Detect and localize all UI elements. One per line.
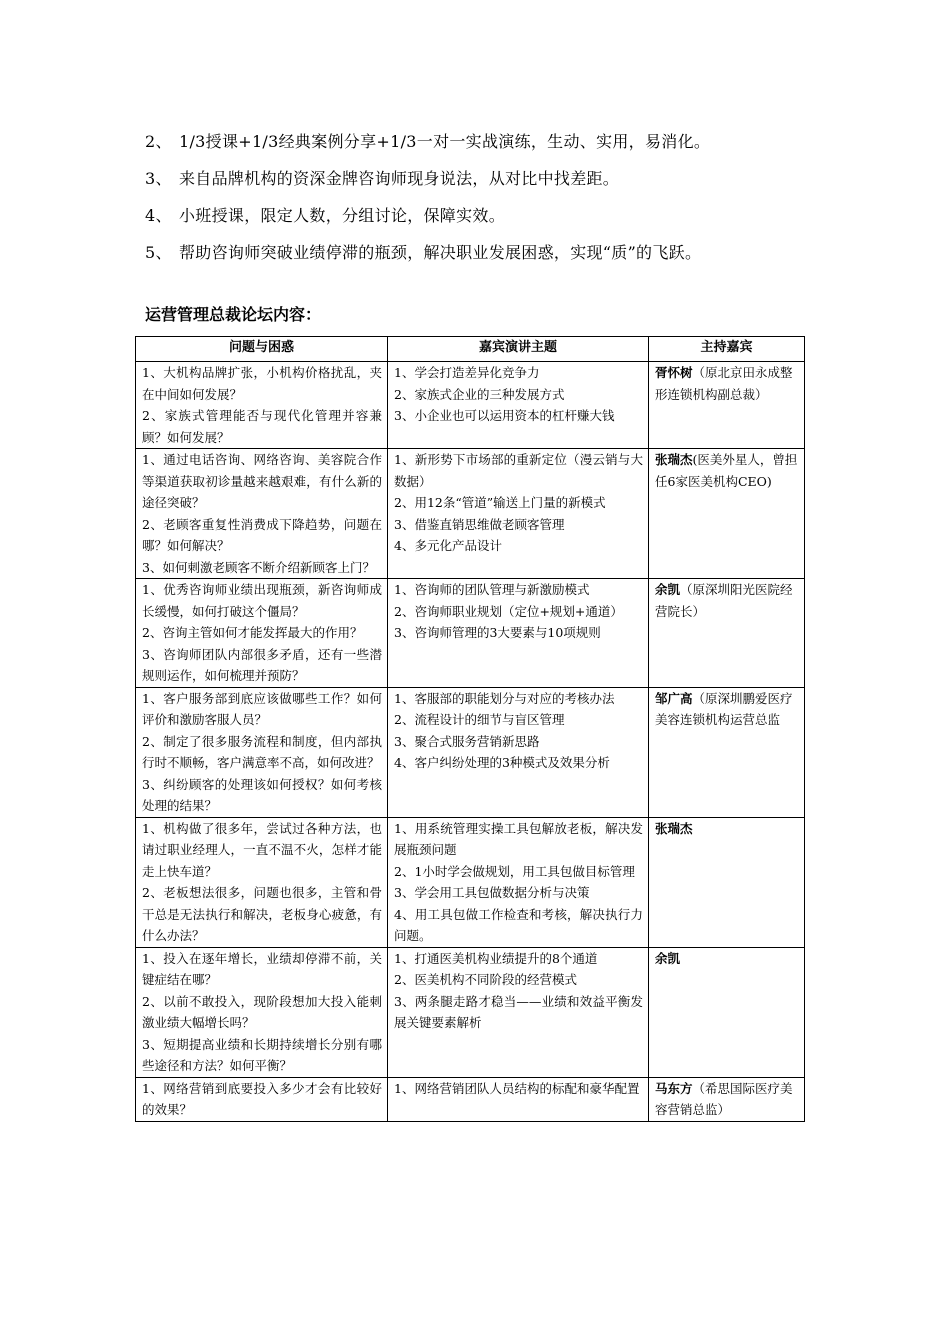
question-line: 1、优秀咨询师业绩出现瓶颈，新咨询师成长缓慢，如何打破这个僵局？ bbox=[142, 582, 382, 619]
topics-cell bbox=[388, 579, 649, 688]
table-row bbox=[136, 1077, 805, 1121]
header-questions: 问题与困惑 bbox=[136, 337, 388, 362]
question-line: 1、大机构品牌扩张，小机构价格扰乱，夹在中间如何发展？ bbox=[142, 365, 382, 402]
topic-line: 1、学会打造差异化竞争力 bbox=[394, 365, 540, 380]
intro-item-number: 2、 bbox=[145, 132, 172, 151]
topics-cell bbox=[388, 449, 649, 579]
host-name: 张瑞杰 bbox=[655, 820, 693, 836]
host-description: (医美外星人，曾担任6家医美机构CEO) bbox=[655, 452, 798, 489]
host-cell bbox=[649, 579, 805, 688]
intro-item-text: 1/3授课+1/3经典案例分享+1/3一对一实战演练，生动、实用，易消化。 bbox=[179, 132, 711, 151]
question-line: 1、投入在逐年增长，业绩却停滞不前，关键症结在哪？ bbox=[142, 950, 382, 987]
host-cell bbox=[649, 362, 805, 449]
questions-cell bbox=[136, 449, 388, 579]
topic-line: 4、客户纠纷处理的3种模式及效果分析 bbox=[394, 755, 610, 770]
topic-line: 2、医美机构不同阶段的经营模式 bbox=[394, 972, 577, 987]
host-cell bbox=[649, 947, 805, 1077]
questions-cell bbox=[136, 362, 388, 449]
topic-line: 1、网络营销团队人员结构的标配和豪华配置 bbox=[394, 1080, 640, 1096]
host-cell bbox=[649, 449, 805, 579]
intro-item bbox=[145, 122, 845, 159]
intro-item-text: 帮助咨询师突破业绩停滞的瓶颈，解决职业发展困惑，实现“质”的飞跃。 bbox=[179, 243, 702, 262]
intro-item-text: 小班授课，限定人数，分组讨论，保障实效。 bbox=[179, 206, 506, 225]
table-row bbox=[136, 687, 805, 817]
topic-line: 3、咨询师管理的3大要素与10项规则 bbox=[394, 625, 601, 640]
host-description: （原北京田永成整形连锁机构副总裁） bbox=[655, 365, 793, 402]
topic-line: 2、1小时学会做规划，用工具包做目标管理 bbox=[394, 863, 635, 879]
question-line: 2、家族式管理能否与现代化管理并容兼顾？如何发展？ bbox=[142, 408, 382, 445]
host-cell bbox=[649, 1077, 805, 1121]
host-name: 张瑞杰 bbox=[655, 452, 693, 467]
question-line: 2、以前不敢投入，现阶段想加大投入能刺激业绩大幅增长吗？ bbox=[142, 993, 382, 1030]
topic-line: 4、用工具包做工作检查和考核，解决执行力问题。 bbox=[394, 906, 643, 943]
host-name: 余凯 bbox=[655, 950, 681, 966]
section-title: 运营管理总裁论坛内容： bbox=[145, 305, 322, 324]
topic-line: 3、学会用工具包做数据分析与决策 bbox=[394, 885, 590, 900]
topics-cell bbox=[388, 362, 649, 449]
topic-line: 2、流程设计的细节与盲区管理 bbox=[394, 712, 565, 727]
topic-line: 2、用12条“管道”输送上门量的新模式 bbox=[394, 495, 606, 510]
intro-list bbox=[145, 122, 845, 270]
host-description: （原深圳鹏爱医疗美容连锁机构运营总监 bbox=[655, 690, 793, 727]
topics-cell bbox=[388, 817, 649, 947]
question-line: 1、机构做了很多年，尝试过各种方法，也请过职业经理人，一直不温不火，怎样才能走上快车道？ bbox=[142, 820, 382, 879]
host-description: （希思国际医疗美容营销总监） bbox=[655, 1080, 793, 1117]
intro-item-number: 5、 bbox=[145, 243, 172, 262]
topics-cell bbox=[388, 1077, 649, 1121]
questions-cell bbox=[136, 947, 388, 1077]
intro-item-number: 3、 bbox=[145, 169, 172, 188]
question-line: 2、咨询主管如何才能发挥最大的作用？ bbox=[142, 625, 363, 640]
table-row bbox=[136, 449, 805, 579]
topic-line: 3、两条腿走路才稳当——业绩和效益平衡发展关键要素解析 bbox=[394, 993, 643, 1030]
table-row bbox=[136, 362, 805, 449]
host-name: 邹广高 bbox=[655, 690, 693, 706]
table-row bbox=[136, 579, 805, 688]
topic-line: 1、新形势下市场部的重新定位（漫云销与大数据） bbox=[394, 452, 643, 489]
question-line: 3、如何刺激老顾客不断介绍新顾客上门？ bbox=[142, 559, 375, 575]
table-row bbox=[136, 817, 805, 947]
host-cell bbox=[649, 817, 805, 947]
questions-cell bbox=[136, 817, 388, 947]
question-line: 3、短期提高业绩和长期持续增长分别有哪些途径和方法？如何平衡？ bbox=[142, 1036, 382, 1073]
host-cell bbox=[649, 687, 805, 817]
question-line: 2、老板想法很多，问题也很多，主管和骨干总是无法执行和解决，老板身心疲惫，有什么办法？ bbox=[142, 885, 382, 943]
header-topics: 嘉宾演讲主题 bbox=[388, 337, 649, 362]
table-row bbox=[136, 947, 805, 1077]
intro-item bbox=[145, 233, 845, 270]
topic-line: 1、咨询师的团队管理与新激励模式 bbox=[394, 582, 590, 597]
host-name: 余凯 bbox=[655, 582, 681, 597]
topic-line: 3、借鉴直销思维做老顾客管理 bbox=[394, 516, 565, 532]
intro-item bbox=[145, 196, 845, 233]
host-name: 马东方 bbox=[655, 1080, 693, 1096]
topic-line: 1、用系统管理实操工具包解放老板，解决发展瓶颈问题 bbox=[394, 820, 643, 857]
topics-cell bbox=[388, 947, 649, 1077]
table-header-row bbox=[136, 337, 805, 362]
topic-line: 1、打通医美机构业绩提升的8个通道 bbox=[394, 950, 598, 966]
question-line: 2、制定了很多服务流程和制度，但内部执行时不顺畅，客户满意率不高，如何改进？ bbox=[142, 733, 382, 770]
question-line: 3、纠纷顾客的处理该如何授权？如何考核处理的结果？ bbox=[142, 776, 382, 813]
forum-content-table bbox=[135, 336, 805, 1122]
header-host: 主持嘉宾 bbox=[649, 337, 805, 362]
question-line: 1、网络营销到底要投入多少才会有比较好的效果？ bbox=[142, 1080, 382, 1117]
host-description: （原深圳阳光医院经营院长） bbox=[655, 582, 793, 619]
questions-cell bbox=[136, 579, 388, 688]
questions-cell bbox=[136, 1077, 388, 1121]
topic-line: 3、小企业也可以运用资本的杠杆赚大钱 bbox=[394, 408, 615, 423]
question-line: 3、咨询师团队内部很多矛盾，还有一些潜规则运作，如何梳理并预防？ bbox=[142, 646, 382, 683]
question-line: 1、客户服务部到底应该做哪些工作？如何评价和激励客服人员？ bbox=[142, 690, 382, 727]
host-name: 胥怀树 bbox=[655, 365, 693, 380]
topic-line: 1、客服部的职能划分与对应的考核办法 bbox=[394, 690, 615, 706]
topic-line: 2、家族式企业的三种发展方式 bbox=[394, 386, 565, 402]
intro-item-text: 来自品牌机构的资深金牌咨询师现身说法，从对比中找差距。 bbox=[179, 169, 620, 188]
question-line: 2、老顾客重复性消费成下降趋势，问题在哪？如何解决？ bbox=[142, 516, 382, 553]
intro-item bbox=[145, 159, 845, 196]
question-line: 1、通过电话咨询、网络咨询、美容院合作等渠道获取初诊量越来越艰难，有什么新的途径突破？ bbox=[142, 452, 382, 510]
topics-cell bbox=[388, 687, 649, 817]
intro-item-number: 4、 bbox=[145, 206, 172, 225]
topic-line: 2、咨询师职业规划（定位+规划+通道） bbox=[394, 603, 623, 619]
questions-cell bbox=[136, 687, 388, 817]
topic-line: 4、多元化产品设计 bbox=[394, 538, 502, 553]
topic-line: 3、聚合式服务营销新思路 bbox=[394, 733, 540, 749]
